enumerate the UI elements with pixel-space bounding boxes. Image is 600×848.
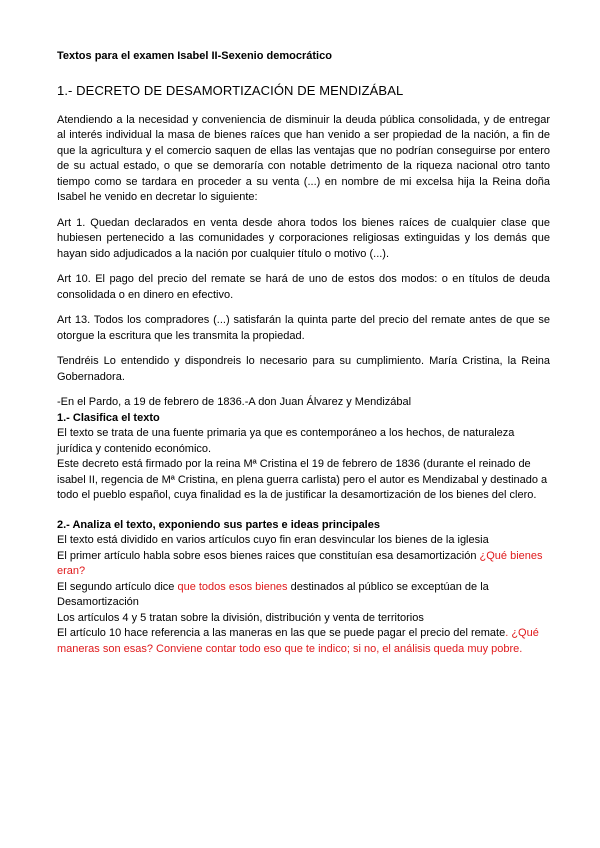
decree-art-1: Art 1. Quedan declarados en venta desde ahora todos los bienes raíces de cualquier clase que hubiesen pertenecido a las comunidades y corporaciones religiosas extinguidas y los demás que hayan sido adjudicados a la nación por cualquier título o motivo (...). bbox=[57, 216, 550, 260]
question-2-line-4: Los artículos 4 y 5 tratan sobre la división, distribución y venta de territorios bbox=[57, 611, 424, 624]
question-2-line-5-text: El artículo 10 hace referencia a las maneras en las que se puede pagar el precio del remate bbox=[57, 627, 506, 639]
question-1-answer-1: El texto se trata de una fuente primaria ya que es contemporáneo a los hechos, de naturaleza jurídica y contenido económico. bbox=[57, 427, 515, 455]
decree-art-10: Art 10. El pago del precio del remate se hará de uno de estos dos modos: o en títulos de deuda consolidada o en dinero en efectivo. bbox=[57, 273, 550, 301]
teacher-comment: ¿Qué bienes eran? bbox=[57, 549, 543, 577]
question-2-heading: 2.- Analiza el texto, exponiendo sus partes e ideas principales bbox=[57, 518, 380, 531]
question-2-line-5 bbox=[57, 626, 550, 657]
document-title: 1.- DECRETO DE DESAMORTIZACIÓN DE MENDIZÁBAL bbox=[57, 82, 404, 98]
decree-signature: -En el Pardo, a 19 de febrero de 1836.-A don Juan Álvarez y Mendizábal bbox=[57, 396, 412, 408]
question-2-line-1: El texto está dividido en varios artículos cuyo fin eran desvincular los bienes de la iglesia bbox=[57, 534, 489, 546]
question-2-line-3-text-a: El segundo artículo dice bbox=[57, 580, 178, 593]
decree-closing: Tendréis Lo entendido y dispondreis lo necesario para su cumplimiento. María Cristina, la Reina Gobernadora. bbox=[57, 355, 550, 383]
question-2-line-2-text: El primer artículo habla sobre esos bienes raices que constituían esa desamortización bbox=[57, 549, 480, 562]
question-2-line-3-text-b: destinados al público se exceptúan de la Desamortización bbox=[57, 580, 489, 608]
decree-art-13: Art 13. Todos los compradores (...) satisfarán la quinta parte del precio del remate antes de que se otorgue la escritura que les transmita la propiedad. bbox=[57, 314, 550, 342]
teacher-comment-highlight: que todos esos bienes bbox=[177, 580, 288, 593]
decree-intro: Atendiendo a la necesidad y conveniencia de disminuir la deuda pública consolidada, y de entregar al interés individual la masa de bienes raíces que han venido a ser propiedad de la nación, a fin de que la agricultura y el comercio saquen de ellas las ventajas que no podrían conseguirse por entero de su actual estado, o que se demoraría con notable detrimento de la riqueza nacional otro tanto tiempo como se tardara en proceder a su venta (...) en nombre de mi excelsa hija la Reina doña Isabel he venido en decretar lo siguiente: bbox=[57, 113, 550, 203]
question-1-answer-2: Este decreto está firmado por la reina Mª Cristina el 19 de febrero de 1836 (durante el reinado de isabel II, regencia de Mª Cristina, en plena guerra carlista) pero el autor es Mendizabal y destinado a todo el pueblo español, cuya finalidad es la de justificar la desamortización de los bienes del clero. bbox=[57, 458, 548, 501]
question-2-line-3 bbox=[57, 580, 550, 611]
document-header: Textos para el examen Isabel II-Sexenio democrático bbox=[57, 50, 332, 62]
teacher-comment-final: . ¿Qué maneras son esas? Conviene contar todo eso que te indico; si no, el análisis queda muy pobre. bbox=[57, 627, 539, 655]
question-2-line-2 bbox=[57, 549, 550, 580]
document-body bbox=[57, 49, 550, 657]
question-1-heading: 1.- Clasifica el texto bbox=[57, 411, 160, 424]
